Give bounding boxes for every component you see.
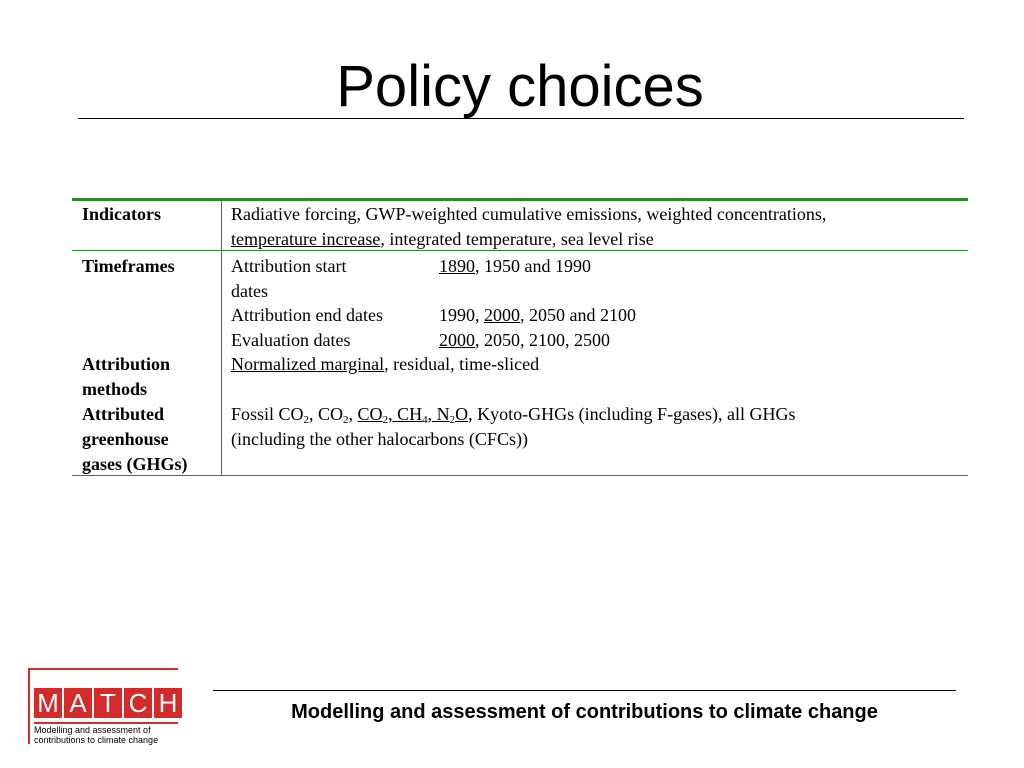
gases-header-1: Attributed	[82, 404, 164, 424]
evaluation-dates-value	[439, 328, 610, 353]
indicators-line-1: Radiative forcing, GWP-weighted cumulative emissions, weighted concentrations,	[231, 204, 827, 224]
start-dates-label-2: dates	[231, 281, 268, 301]
evaluation-dates-rest: , 2050, 2100, 2500	[475, 330, 610, 350]
evaluation-dates-underlined: 2000	[439, 330, 475, 350]
match-logo	[28, 668, 178, 744]
logo-caption	[34, 722, 178, 745]
subscript: 2	[449, 414, 456, 426]
footer-divider	[213, 690, 956, 691]
end-dates-pre: 1990,	[439, 305, 484, 325]
methods-rest: , residual, time-sliced	[384, 354, 540, 374]
logo-letter: A	[64, 688, 92, 718]
gases-header-3: gases (GHGs)	[82, 454, 188, 474]
start-dates-underlined: 1890	[439, 256, 475, 276]
subscript: 4	[422, 414, 428, 426]
methods-value	[231, 352, 539, 377]
gases-line-2: (including the other halocarbons (CFCs))	[231, 429, 528, 449]
gases-line-1	[231, 402, 796, 427]
gases-line-1-rest: , Kyoto-GHGs (including F-gases), all GHGs	[468, 404, 796, 424]
gas-underlined-group	[358, 404, 469, 424]
timeframes-header: Timeframes	[82, 256, 175, 276]
end-dates-value	[439, 303, 636, 328]
methods-header-2: methods	[82, 379, 148, 399]
start-dates-label-1: Attribution start	[231, 256, 347, 276]
subscript: 2	[382, 414, 389, 426]
separator: ,	[348, 404, 358, 424]
methods-underlined: Normalized marginal	[231, 354, 385, 374]
title-divider	[78, 118, 964, 119]
logo-letter: T	[94, 688, 122, 718]
table-column-divider	[221, 200, 222, 476]
start-dates-value	[439, 254, 591, 279]
slide-title: Policy choices	[336, 54, 704, 119]
end-dates-label: Attribution end dates	[231, 305, 383, 325]
gas-n: N	[436, 404, 450, 424]
logo-letter: C	[124, 688, 152, 718]
indicators-line-2-rest: , integrated temperature, sea level rise	[380, 229, 654, 249]
evaluation-dates-label: Evaluation dates	[231, 330, 351, 350]
logo-letter: M	[34, 688, 62, 718]
gas-co: CO	[318, 404, 344, 424]
end-dates-underlined: 2000	[484, 305, 520, 325]
logo-letter: H	[154, 688, 182, 718]
logo-caption-line-2: contributions to climate change	[34, 735, 159, 745]
gas-co: CO	[357, 404, 383, 424]
indicators-underlined: temperature increase	[231, 229, 381, 249]
logo-caption-line-1: Modelling and assessment of	[34, 725, 151, 735]
start-dates-rest: , 1950 and 1990	[475, 256, 591, 276]
gas-fossil-co: Fossil CO	[231, 404, 304, 424]
indicators-line-2	[231, 227, 654, 252]
separator: ,	[309, 404, 319, 424]
footer-text: Modelling and assessment of contributions to climate change	[291, 701, 878, 723]
gas-o: O	[455, 404, 469, 424]
table-top-rule	[72, 198, 968, 201]
separator: ,	[427, 404, 437, 424]
methods-header-1: Attribution	[82, 354, 171, 374]
gases-header-2: greenhouse	[82, 429, 169, 449]
subscript: 2	[303, 414, 310, 426]
end-dates-rest: , 2050 and 2100	[520, 305, 636, 325]
gas-ch: CH	[397, 404, 423, 424]
logo-letters	[34, 688, 182, 718]
separator: ,	[388, 404, 398, 424]
subscript: 2	[343, 414, 349, 426]
indicators-header: Indicators	[82, 204, 162, 224]
